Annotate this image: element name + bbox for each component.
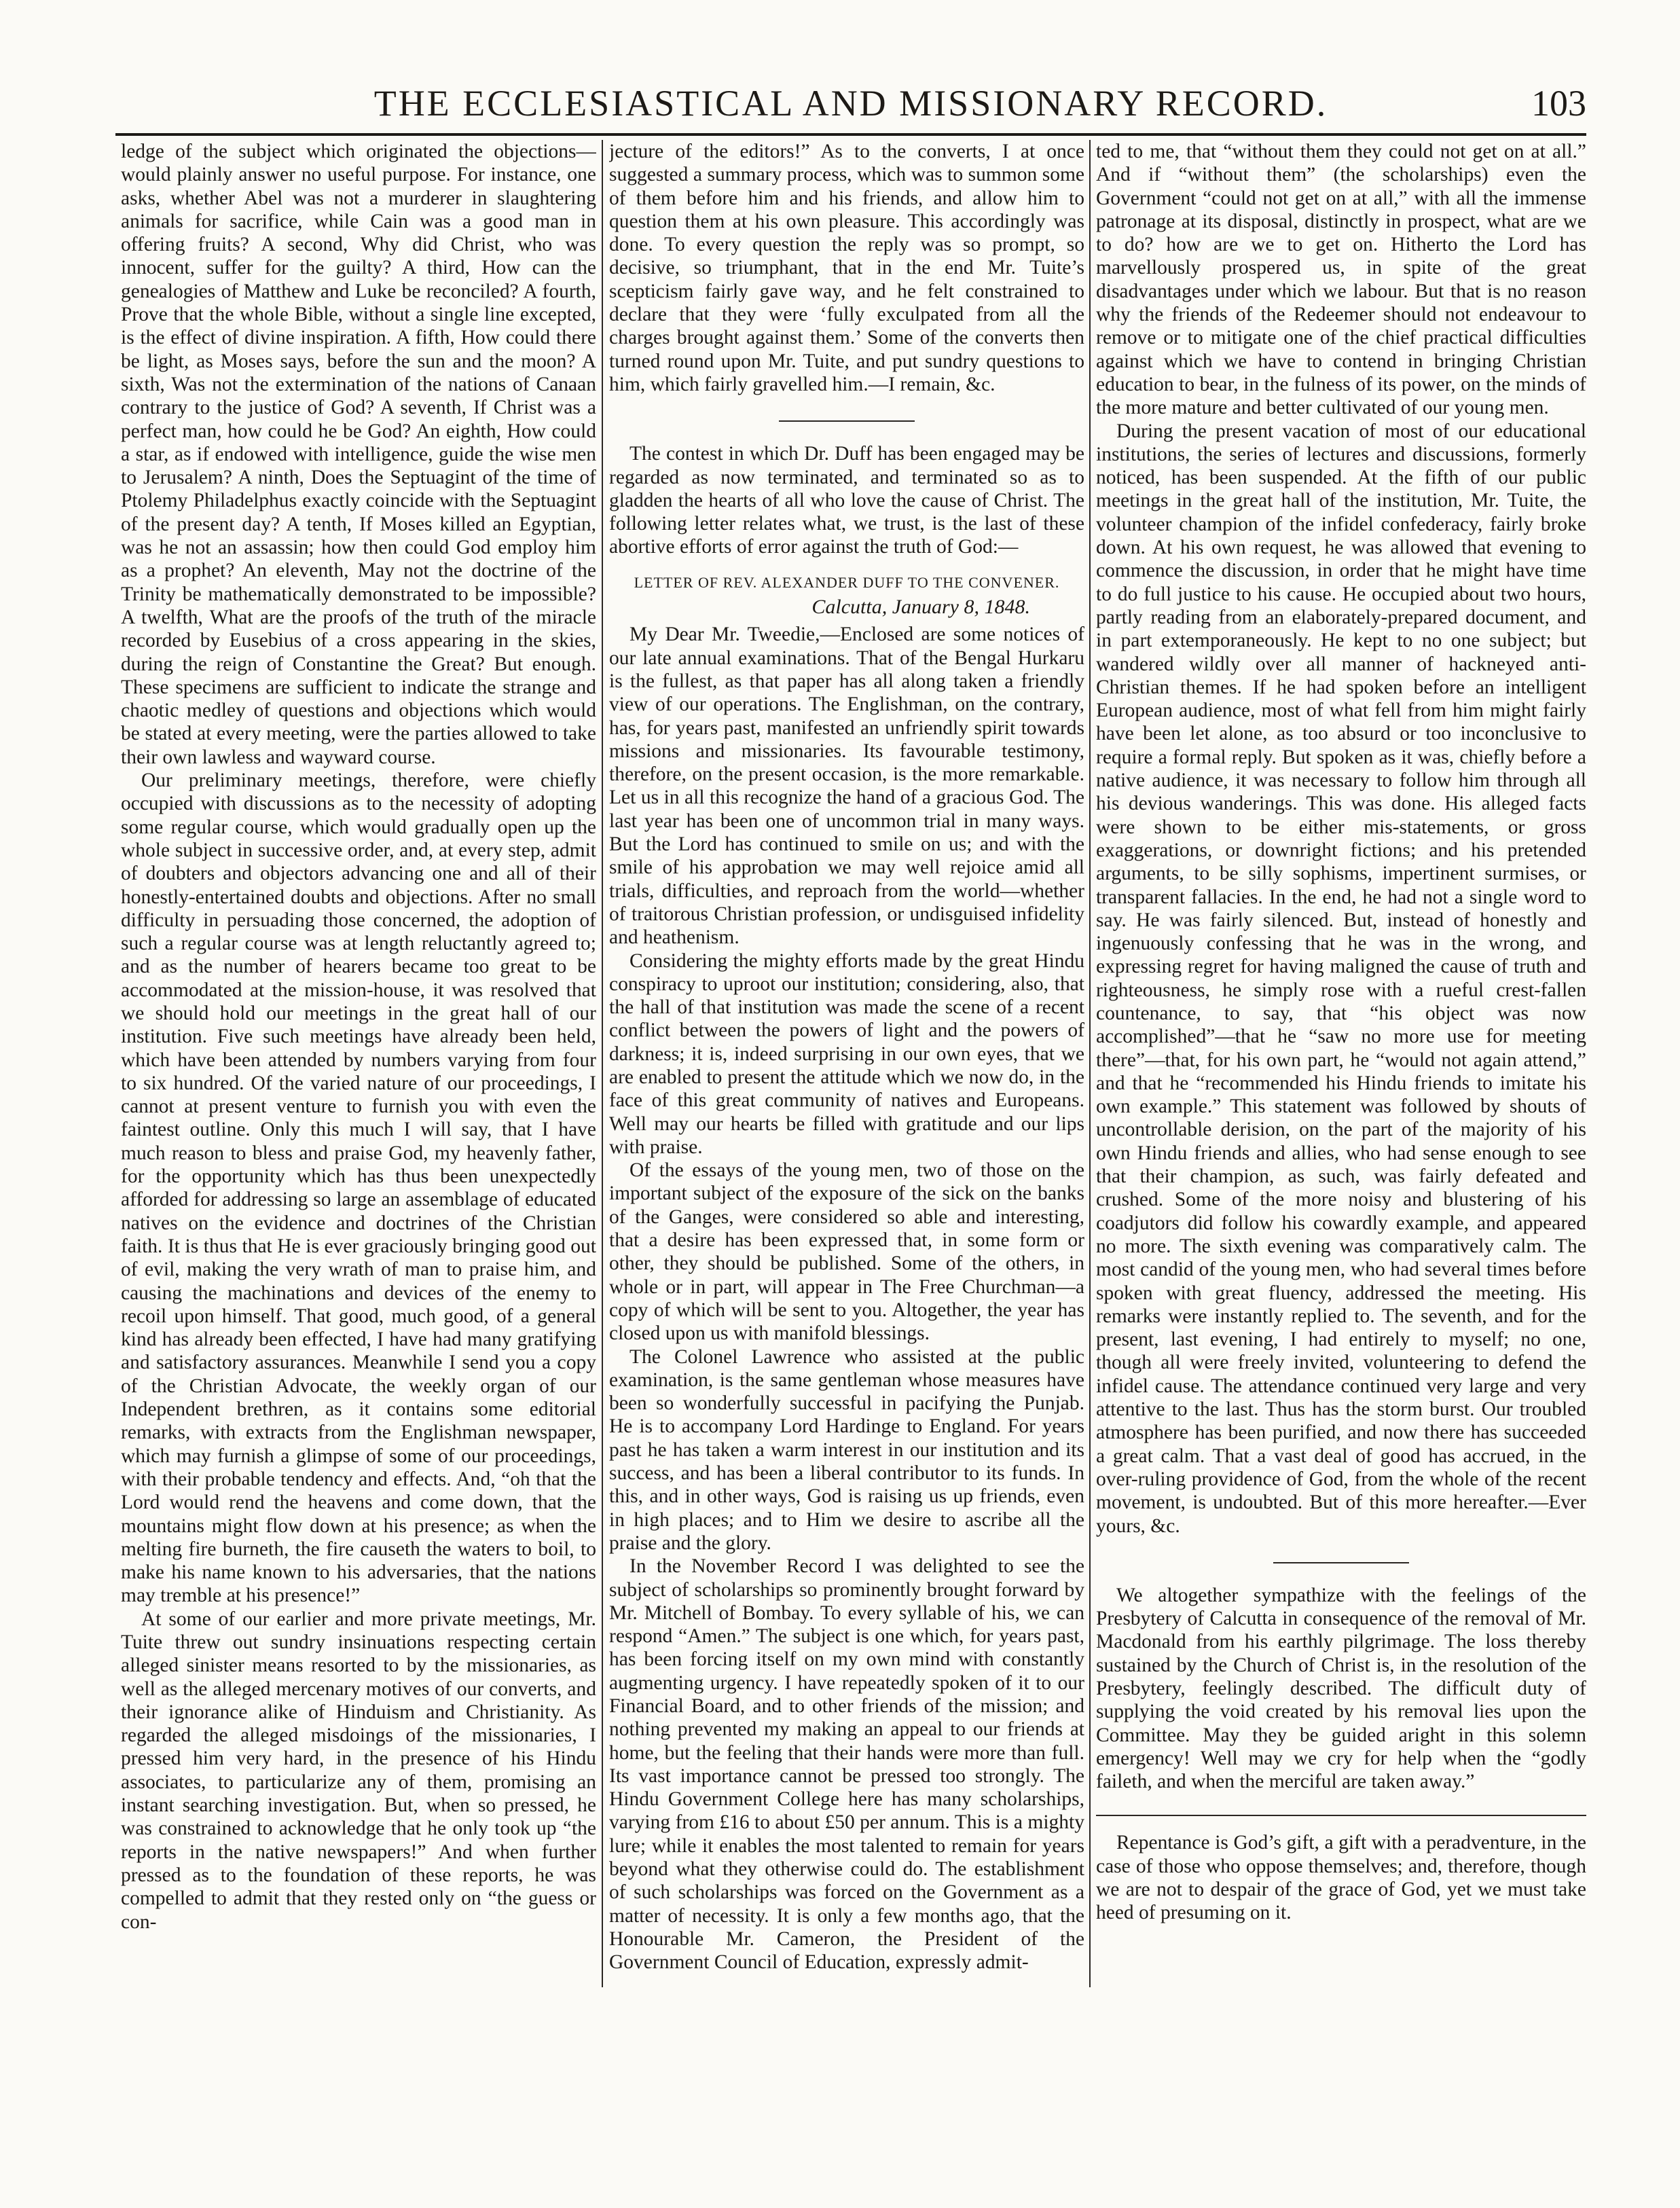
paragraph: During the present vacation of most of our educational institutions, the series of lectures and discussions, formerly noticed, has been suspended. At the fifth of our public meetings in the great hall of the institution, Mr. Tuite, the volunteer champion of the infidel confederacy, fairly broke down. At his own request, he was allowed that evening to commence the discussion, in order that he might have time to do full justice to his cause. He occupied about two hours, partly reading from an elaborately-prepared document, and in part extemporaneously. He kept to no one subject; but wandered wildly over all manner of hackneyed anti-Christian themes. If he had spoken before an intelligent European audience, most of what fell from him might fairly have been let alone, as too absurd or too inconclusive to require a formal reply. But spoken as it was, chiefly before a native audience, it was necessary to follow him through all his devious wanderings. This was done. His alleged facts were shown to be either mis-statements, or gross exaggerations, or downright fictions; and his pretended arguments, to be silly sophisms, impertinent surmises, or transparent fallacies. In the end, he had not a single word to say. He was fairly silenced. But, instead of honestly and ingenuously confessing that he was in the wrong, and expressing regret for having maligned the cause of truth and righteousness, he simply rose with a rueful crest-fallen countenance, to say, that “his object was now accomplished”—that he “saw no more use for meeting there”—that, for his own part, he “would not again attend,” and that he “recommended his Hindu friends to imitate his own example.” This statement was followed by shouts of uncontrollable derision, on the part of the majority of his own Hindu friends and allies, who had sense enough to see that their champion, as such, was fairly defeated and crushed. Some of the more noisy and blustering of his coadjutors did follow his cowardly example, and appeared no more. The sixth evening was comparatively calm. The most candid of the young men, who had several times before spoken with great fluency, addressed the meeting. His remarks were instantly replied to. The seventh, and for the present, last evening, I had entirely to myself; no one, though all were freely invited, volunteering to defend the infidel cause. The attendance continued very large and very attentive to the last. Thus has the storm burst. Our troubled atmosphere has been purified, and now there has succeeded a great calm. That a vast deal of good has accrued, in the over-ruling providence of God, from the whole of the recent movement, is undoubted. But of this more hereafter.—Ever yours, &c. [1096, 420, 1586, 1537]
section-rule [779, 420, 915, 422]
paragraph: ted to me, that “without them they could not get on at all.” And if “without them” (the scholarships) even the Government “could not get on at all,” with all the immense patronage at its disposal, distinctly in prospect, what are we to do? how are we to get on. Hitherto the Lord has marvellously prospered us, in spite of the great disadvantages under which we labour. But that is no reason why the friends of the Redeemer should not endeavour to remove or to mitigate one of the chief practical difficulties against which we have to contend in bringing Christian education to bear, in the fulness of its power, on the minds of the more mature and better cultivated of our young men. [1096, 141, 1586, 419]
page-number: 103 [1531, 83, 1586, 124]
column-right [1096, 140, 1586, 1987]
letter-heading: LETTER OF REV. ALEXANDER DUFF TO THE CONVENER. [634, 573, 1060, 591]
paragraph: In the November Record I was delighted to see the subject of scholarships so prominently brought forward by Mr. Mitchell of Bombay. To every syllable of his, we can respond “Amen.” The subject is one which, for years past, has been forcing itself on my own mind with constantly augmenting urgency. I have repeatedly spoken of it to our Financial Board, and to other friends of the mission; and nothing prevented my making an appeal to our friends at home, but the feeling that their hands were more than full. Its vast importance cannot be pressed too strongly. The Hindu Government College here has many scholarships, varying from £16 to about £50 per annum. This is a mighty lure; while it enables the most talented to remain for years beyond what they otherwise could do. The establishment of such scholarships was forced on the Government as a matter of necessity. It is only a few months ago, that the Honourable Mr. Cameron, the President of the Government Council of Education, expressly admit- [609, 1555, 1084, 1974]
column-left [121, 140, 596, 1987]
section-rule-double [1096, 1815, 1586, 1816]
paragraph: The contest in which Dr. Duff has been engaged may be regarded as now terminated, and terminated so as to gladden the hearts of all who love the cause of Christ. The following letter relates what, we trust, is the last of these abortive efforts of error against the truth of God:— [609, 443, 1084, 558]
paragraph: We altogether sympathize with the feelings of the Presbytery of Calcutta in consequence of the removal of Mr. Macdonald from his earthly pilgrimage. The loss thereby sustained by the Church of Christ is, in the resolution of the Presbytery, feelingly described. The difficult duty of supplying the void created by his removal lies upon the Committee. May they be guided aright in this solemn emergency! Well may we cry for help when the “godly faileth, and when the merciful are taken away.” [1096, 1584, 1586, 1793]
column-middle [609, 140, 1084, 1987]
paragraph: At some of our earlier and more private meetings, Mr. Tuite threw out sundry insinuations respecting certain alleged sinister means resorted to by the missionaries, as well as the alleged mercenary motives of our converts, and their ignorance alike of Hinduism and Christianity. As regarded the alleged misdoings of the missionaries, I pressed him very hard, in the presence of his Hindu associates, to particularize any of them, promising an instant searching investigation. But, when so pressed, he was constrained to acknowledge that he only took up “the reports in the native newspapers!” And when further pressed as to the foundation of these reports, he was compelled to admit that they rested only on “the guess or con- [121, 1608, 596, 1933]
running-title: THE ECCLESIASTICAL AND MISSIONARY RECORD. [373, 83, 1328, 124]
paragraph: ledge of the subject which originated the objections—would plainly answer no useful purpose. For instance, one asks, whether Abel was not a murderer in slaughtering animals for sacrifice, while Cain was a good man in offering fruits? A second, Why did Christ, who was innocent, suffer for the guilty? A third, How can the genealogies of Matthew and Luke be reconciled? A fourth, Prove that the whole Bible, without a single line excepted, is the effect of divine inspiration. A fifth, How could there be light, as Moses says, before the sun and the moon? A sixth, Was not the extermination of the nations of Canaan contrary to the justice of God? A seventh, If Christ was a perfect man, how could he be God? An eighth, How could a star, as if endowed with intelligence, guide the wise men to Jerusalem? A ninth, Does the Septuagint of the time of Ptolemy Philadelphus exactly coincide with the Septuagint of the present day? A tenth, If Moses killed an Egyptian, was he not an assassin; how then could God employ him as a prophet? An eleventh, May not the doctrine of the Trinity be mathematically demonstrated to be impossible? A twelfth, What are the proofs of the truth of the miracle recorded by Eusebius of a cross appearing in the skies, during the reign of Constantine the Great? But enough. These specimens are sufficient to indicate the strange and chaotic medley of questions and objections which would be stated at every meeting, were the parties allowed to take their own lawless and wayward course. [121, 141, 596, 768]
running-head [115, 76, 1586, 130]
paragraph: Of the essays of the young men, two of those on the important subject of the exposure of the sick on the banks of the Ganges, were considered so able and interesting, that a desire has been expressed that, in some form or other, they should be published. Some of the others, in whole or in part, will appear in The Free Churchman—a copy of which will be sent to you. Altogether, the year has closed upon us with manifold blessings. [609, 1159, 1084, 1345]
letter-dateline: Calcutta, January 8, 1848. [811, 596, 1030, 619]
closing-note: Repentance is God’s gift, a gift with a peradventure, in the case of those who oppose themselves; and, therefore, though we are not to despair of the grace of God, yet we must take heed of presuming on it. [1096, 1832, 1586, 1924]
paragraph: My Dear Mr. Tweedie,—Enclosed are some notices of our late annual examinations. That of the Bengal Hurkaru is the fullest, as that paper has all along taken a friendly view of our operations. The Englishman, on the contrary, has, for years past, manifested an unfriendly spirit towards missions and missionaries. Its favourable testimony, therefore, on the present occasion, is the more remarkable. Let us in all this recognize the hand of a gracious God. The last year has been one of uncommon trial in many ways. But the Lord has continued to smile on us; and with the smile of his approbation we may well rejoice amid all trials, difficulties, and reproach from the world—whether of traitorous Christian profession, or undisguised infidelity and heathenism. [609, 623, 1084, 949]
column-divider-right [1089, 140, 1091, 1987]
paragraph: Our preliminary meetings, therefore, were chiefly occupied with discussions as to the necessity of adopting some regular course, which would gradually open up the whole subject in successive order, and, at every step, admit of doubters and objectors advancing one and all of their honestly-entertained doubts and objections. After no small difficulty in persuading those concerned, the adoption of such a regular course was at length reluctantly agreed to; and as the number of hearers became too great to be accommodated at the mission-house, it was resolved that we should hold our meetings in the great hall of our institution. Five such meetings have already been held, which have been attended by numbers varying from four to six hundred. Of the varied nature of our proceedings, I cannot at present venture to furnish you with even the faintest outline. Only this much I will say, that I have much reason to bless and praise God, my heavenly father, for the opportunity which has thus been unexpectedly afforded for addressing so large an assemblage of educated natives on the evidence and doctrines of the Christian faith. It is thus that He is ever graciously bringing good out of evil, making the very wrath of man to praise him, and causing the machinations and devices of the enemy to recoil upon himself. That good, much good, of a general kind has already been effected, I have had many gratifying and satisfactory assurances. Meanwhile I send you a copy of the Christian Advocate, the weekly organ of our Independent brethren, as it contains some editorial remarks, with extracts from the Englishman newspaper, which may furnish a glimpse of some of our proceedings, with their probable tendency and effects. And, “oh that the Lord would rend the heavens and come down, that the mountains might flow down at his presence; as when the melting fire burneth, the fire causeth the waters to boil, to make his name known to his adversaries, that the nations may tremble at his presence!” [121, 770, 596, 1607]
paragraph: jecture of the editors!” As to the converts, I at once suggested a summary process, which was to summon some of them before him and his friends, and allow him to question them at his own pleasure. This accordingly was done. To every question the reply was so prompt, so decisive, so triumphant, that in the end Mr. Tuite’s scepticism fairly gave way, and he felt constrained to declare that they were ‘fully exculpated from all the charges brought against them.’ Some of the converts then turned round upon Mr. Tuite, and put sundry questions to him, which fairly gravelled him.—I remain, &c. [609, 141, 1084, 395]
paragraph: The Colonel Lawrence who assisted at the public examination, is the same gentleman whose measures have been so wonderfully successful in pacifying the Punjab. He is to accompany Lord Hardinge to England. For years past he has taken a warm interest in our institution and its success, and has been a liberal contributor to its funds. In this, and in other ways, God is raising us up friends, even in high places; and to Him we desire to ascribe all the praise and the glory. [609, 1345, 1084, 1554]
column-divider-left [602, 140, 603, 1987]
section-rule [1273, 1562, 1409, 1563]
header-rule [115, 133, 1586, 136]
paragraph: Considering the mighty efforts made by the great Hindu conspiracy to uproot our institution; considering, also, that the hall of that institution was made the scene of a recent conflict between the powers of light and the powers of darkness; it is, indeed surprising in our own eyes, that we are enabled to present the attitude which we now do, in the face of this great community of natives and Europeans. Well may our hearts be filled with gratitude and our lips with praise. [609, 949, 1084, 1158]
